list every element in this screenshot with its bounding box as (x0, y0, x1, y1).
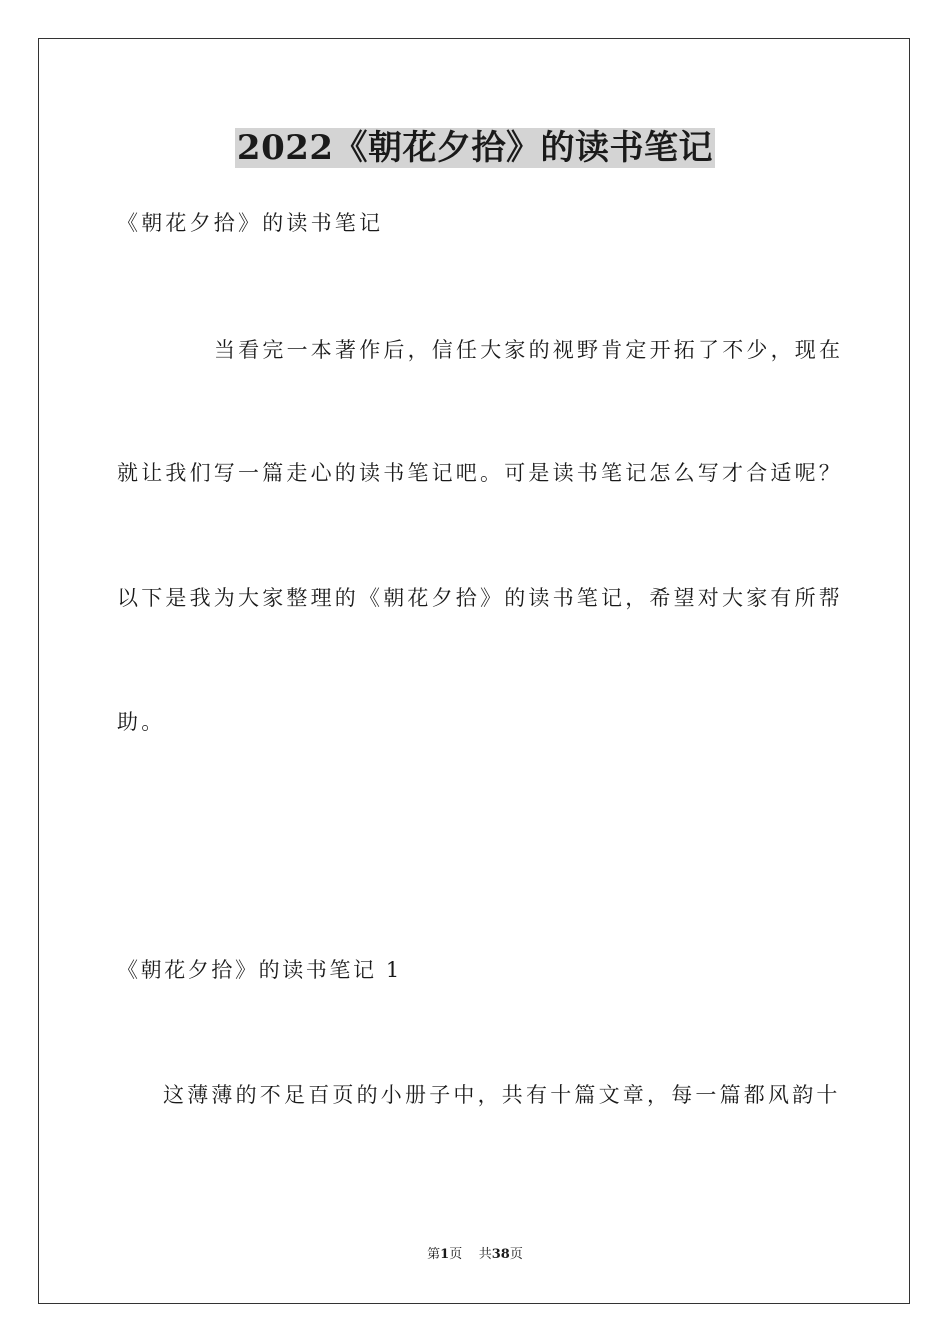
paragraph-line: 就让我们写一篇走心的读书笔记吧。可是读书笔记怎么写才合适呢？ (117, 461, 843, 485)
paragraph-line: 助。 (117, 710, 166, 734)
document-subtitle: 《朝花夕拾》的读书笔记 (117, 211, 384, 235)
document-title (0, 126, 950, 170)
document-title-text: 2022《朝花夕拾》的读书笔记 (236, 128, 714, 168)
paragraph-line: 这薄薄的不足百页的小册子中，共有十篇文章，每一篇都风韵十 (163, 1083, 841, 1107)
paragraph-line: 以下是我为大家整理的《朝花夕拾》的读书笔记，希望对大家有所帮 (117, 586, 843, 610)
footer-total-unit: 页 (509, 1247, 523, 1262)
footer-page-unit: 页 (449, 1247, 463, 1262)
page-footer (0, 1246, 950, 1264)
footer-page-number: 1 (440, 1247, 450, 1262)
footer-total-prefix: 共 (478, 1247, 492, 1262)
section-heading: 《朝花夕拾》的读书笔记 1 (117, 958, 402, 982)
footer-total-pages: 38 (491, 1247, 510, 1262)
paragraph-line: 当看完一本著作后，信任大家的视野肯定开拓了不少，现在 (214, 338, 844, 362)
footer-page-prefix: 第 (427, 1247, 441, 1262)
